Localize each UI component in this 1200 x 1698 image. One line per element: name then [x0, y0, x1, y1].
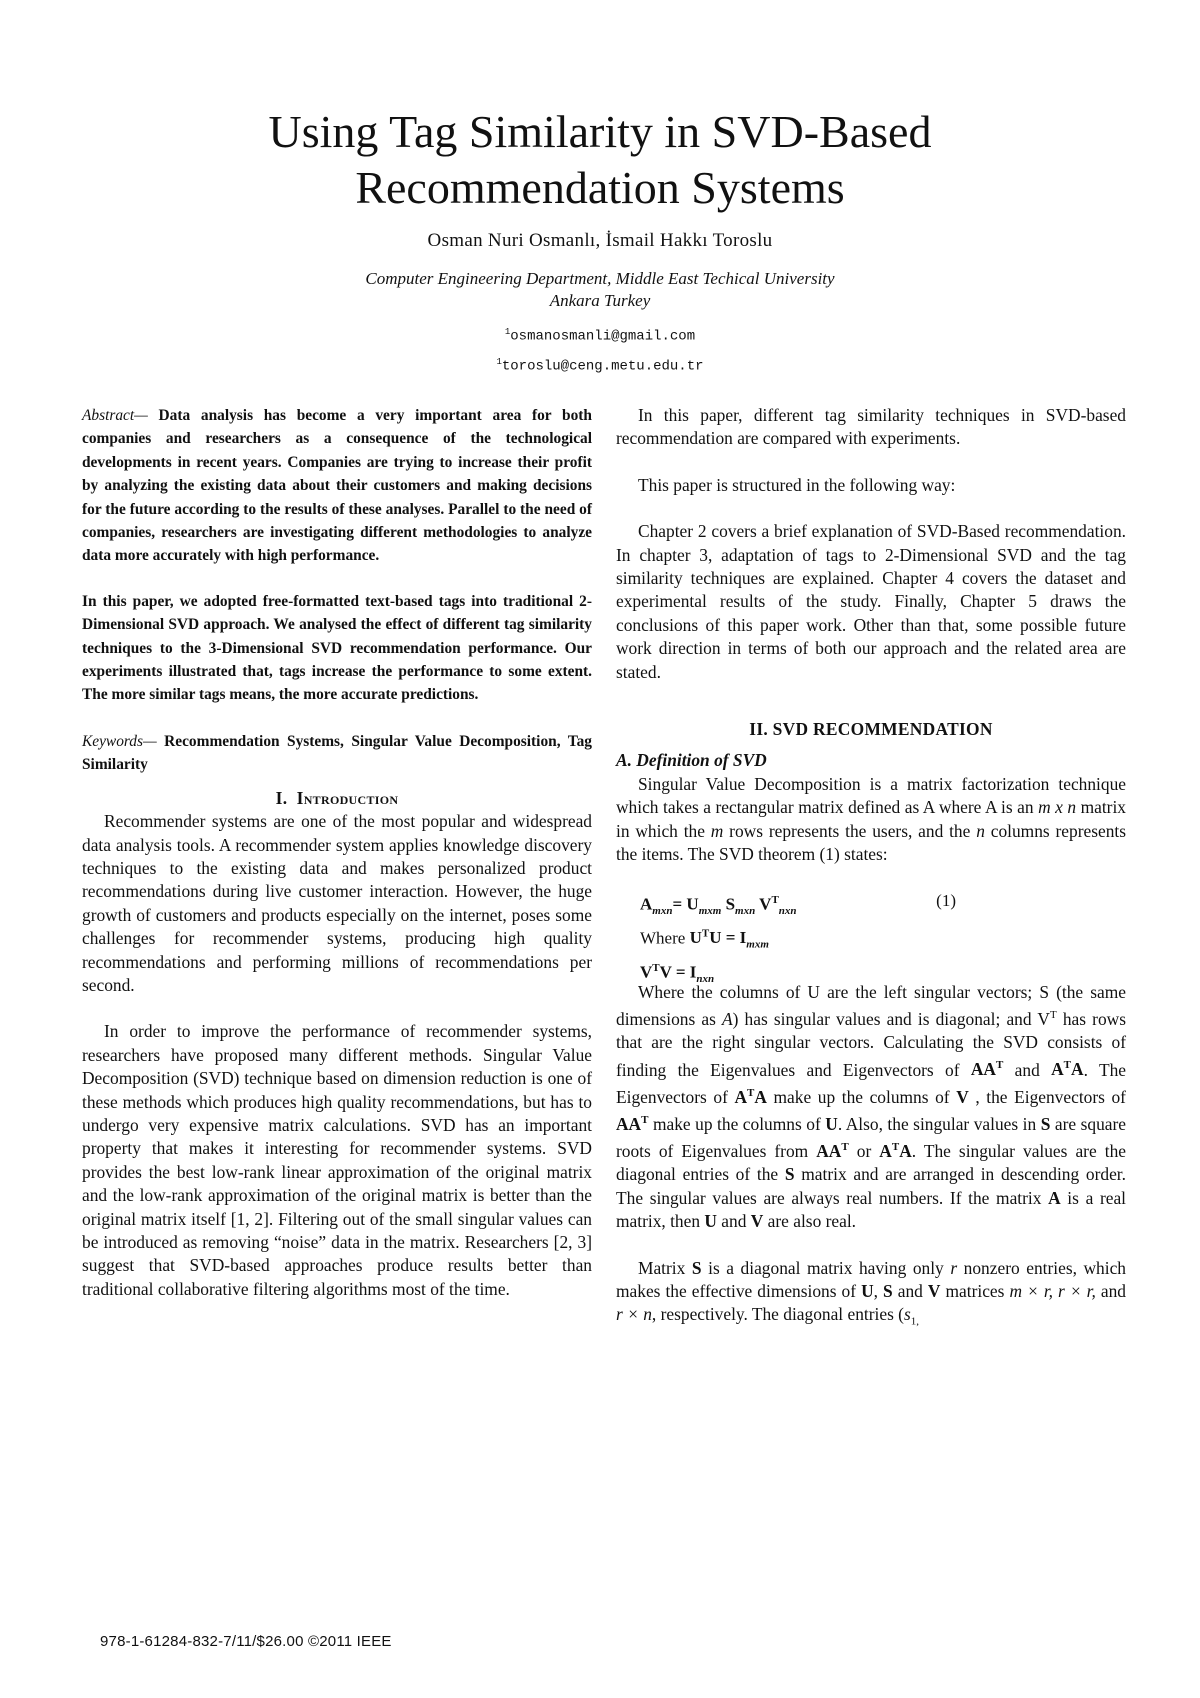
equation-line-2: Where $U^TU = I_{mxm}$: [640, 927, 769, 951]
email-1-marker: 1: [504, 327, 511, 337]
keywords-label: Keywords—: [82, 732, 157, 750]
right-paragraph-1: In this paper, different tag similarity techniques in SVD-based recommendation are compared with experiments.: [616, 405, 1126, 449]
equation-number: (1): [936, 890, 956, 910]
keywords-text: Recommendation Systems, Singular Value Decomposition, Tag Similarity: [82, 732, 592, 774]
affiliation: [0, 268, 1200, 312]
email-1-address[interactable]: osmanosmanli@gmail.com: [510, 328, 696, 345]
section-1-number: I.: [275, 787, 288, 808]
right-paragraph-2: This paper is structured in the following way:: [638, 474, 956, 495]
abstract-text-1: Data analysis has become a very important area for both companies and researchers as a consequence of the technological developments in recent years. Companies are trying to increase their profit by analyzing the existing data about their customers and making decisions for the future according to the results of these analyses. Parallel to the need of companies, researchers are investigating different methodologies to analyze data more accurately with high performance.: [82, 407, 592, 565]
copyright-footer: 978-1-61284-832-7/11/$26.00 ©2011 IEEE: [100, 1633, 392, 1650]
right-paragraph-3: Chapter 2 covers a brief explanation of SVD-Based recommendation. In chapter 3, adaptation of tags to 2-Dimensional SVD and the tag similarity techniques are explained. Chapter 4 covers the dataset and experimental results of the study. Finally, Chapter 5 draws the conclusions of this paper work. Other than that, some possible future work direction in terms of both our approach and the related area are stated.: [616, 521, 1126, 682]
section-1-title-rest: ntroduction: [303, 787, 399, 808]
keywords: [82, 730, 592, 777]
svd-paragraph-1: Singular Value Decomposition is a matrix factorization technique which takes a rectangular matrix defined as A where A is an m x n matrix in which the m rows represents the users, and the n columns represents the items. The SVD theorem (1) states:: [616, 773, 1126, 865]
abstract-label: Abstract—: [82, 407, 148, 424]
paper-title: [0, 104, 1200, 216]
email-2[interactable]: [0, 350, 1200, 380]
section-1-initial: I: [296, 787, 304, 808]
email-2-marker: 1: [496, 356, 502, 367]
equation-line-3: $V^TV = I_{nxn}$: [640, 961, 715, 985]
section-heading-svd: II. SVD RECOMMENDATION: [749, 719, 993, 740]
svd-paragraph-3: Matrix S is a diagonal matrix having only r nonzero entries, which makes the effective dimensions of U, S and V matrices m × r, r × r, and r × n, respectively. The diagonal entries ($s_{1,}$: [616, 1257, 1126, 1328]
title-line-2: Recommendation Systems: [355, 162, 845, 213]
email-1[interactable]: [0, 320, 1200, 350]
section-heading-introduction: [82, 787, 592, 810]
left-column: [82, 404, 592, 1301]
affiliation-line-2: Ankara Turkey: [549, 291, 651, 310]
abstract-paragraph-1: [82, 404, 592, 568]
abstract-paragraph-2: In this paper, we adopted free-formatted text-based tags into traditional 2-Dimensional SVD approach. We analysed the effect of different tag similarity techniques to the 3-Dimensional SVD recommendation performance. Our experiments illustrated that, tags increase the performance to some extent. The more similar tags means, the more accurate predictions.: [82, 592, 592, 704]
author-list: Osman Nuri Osmanlı, İsmail Hakkı Toroslu: [427, 230, 773, 251]
title-line-1: Using Tag Similarity in SVD-Based: [268, 106, 932, 157]
intro-paragraph-1: Recommender systems are one of the most popular and widespread data analysis tools. A recommender system applies knowledge discovery techniques to the existing data and makes personalized product recommendations during live customer interaction. However, the huge growth of customers and products especially on the internet, poses some challenges for recommender systems, producing high quality recommendations and performing millions of recommendations per second.: [82, 811, 592, 995]
email-list: [0, 320, 1200, 379]
right-column: [616, 404, 1126, 1334]
email-2-address[interactable]: toroslu@ceng.metu.edu.tr: [501, 358, 704, 375]
intro-paragraph-2: In order to improve the performance of recommender systems, researchers have proposed many different methods. Singular Value Decomposition (SVD) technique based on dimension reduction is one of these methods which produces high quality recommendations, but has to undergo very expensive matrix calculations. SVD has an important property that makes it interesting for recommender systems. SVD provides the best low-rank linear approximation of the original matrix and the low-rank approximation of the original matrix is better than the original matrix itself [1, 2]. Filtering out of the small singular values can be introduced as removing “noise” data in the matrix. Researchers [2, 3] suggest that SVD-based approaches produce results better than traditional collaborative filtering algorithms most of the time.: [82, 1021, 592, 1299]
subsection-heading-definition: A. Definition of SVD: [616, 750, 767, 771]
equation-line-1: $A_{mxn}= U_{mxm}$ $S_{mxn}$ $V^T_{nxn}$: [640, 893, 797, 917]
svd-paragraph-2: Where the columns of U are the left singular vectors; S (the same dimensions as A) has singular values and is diagonal; and $V^T$ has rows that are the right singular vectors. Calculating the SVD consists of finding the Eigenvalues and Eigenvectors of $AA^T$ and $A^TA$. The Eigenvectors of $A^TA$ make up the columns of V , the Eigenvectors of $AA^T$ make up the columns of U. Also, the singular values in S are square roots of Eigenvalues from $AA^T$ or $A^TA$. The singular values are the diagonal entries of the S matrix and are arranged in descending order. The singular values are always real numbers. If the matrix A is a real matrix, then U and V are also real.: [616, 981, 1127, 1232]
affiliation-line-1: Computer Engineering Department, Middle East Techical University: [365, 269, 835, 288]
equation-svd: [640, 889, 1126, 985]
